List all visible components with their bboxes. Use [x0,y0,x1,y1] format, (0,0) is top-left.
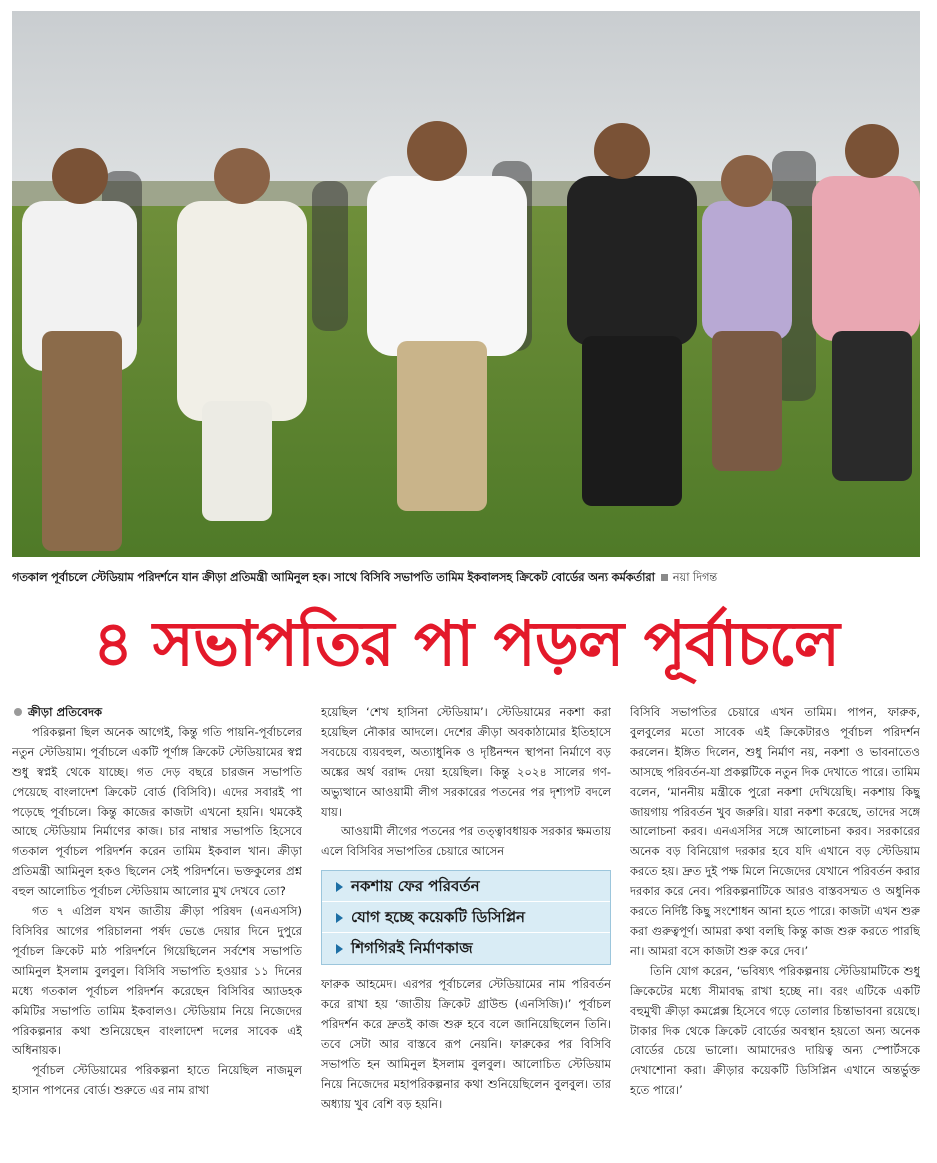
byline [12,703,302,723]
separator-square-icon [661,574,668,581]
news-photo [12,11,920,557]
article-column-2 [321,703,611,1155]
highlights-box [321,870,611,965]
article-column-3 [630,703,920,1155]
bullet-dot-icon [14,708,22,716]
highlight-item: শিগগিরই নির্মাণকাজ [322,933,610,964]
paragraph: পরিকল্পনা ছিল অনেক আগেই, কিন্তু গতি পায়নি-পূর্বাচলের নতুন স্টেডিয়াম। পূর্বাচলে একটি পূর্ণাঙ্গ ক্রিকেট স্টেডিয়ামের স্বপ্ন শুধু স্বপ্নই থেকে যাচ্ছে। গত দেড় বছরে চারজন সভাপতি পেয়েছে বাংলাদেশ ক্রিকেট বোর্ড (বিসিবি)। এদের সবারই পা পড়েছে পূর্বাচলে। কিন্তু কাজের কাজটা এখনো হয়নি। থমকেই আছে স্টেডিয়াম নির্মাণের কাজ। চার নাম্বার সভাপতি হিসেবে গতকাল পূর্বাচল পরিদর্শন করেন তামিম ইকবাল খান। ক্রীড়া প্রতিমন্ত্রী আমিনুল হকও ছিলেন সেই পরিদর্শনে। ভক্তকুলের প্রশ্ন বহুল আলোচিত পূর্বাচল স্টেডিয়াম আলোর মুখ দেখবে তো? [12,724,302,899]
highlight-item: নকশায় ফের পরিবর্তন [322,871,610,902]
article-column-1 [12,703,302,1155]
headline: ৪ সভাপতির পা পড়ল পূর্বাচলে [93,607,839,680]
paragraph: আওয়ামী লীগের পতনের পর তত্ত্বাবধায়ক সরকার ক্ষমতায় এলে বিসিবির সভাপতির চেয়ারে আসেন [321,824,611,859]
caption-text: গতকাল পূর্বাচলে স্টেডিয়াম পরিদর্শনে যান ক্রীড়া প্রতিমন্ত্রী আমিনুল হক। সাথে বিসিবি সভাপতি তামিম ইকবালসহ ক্রিকেট বোর্ডের অন্য কর্মকর্তারা [12,570,655,584]
paragraph: পূর্বাচল স্টেডিয়ামের পরিকল্পনা হাতে নিয়েছিল নাজমুল হাসান পাপনের বোর্ড। শুরুতে এর নাম রাখা [12,1063,302,1098]
byline-text: ক্রীড়া প্রতিবেদক [28,705,103,719]
paragraph: বিসিবি সভাপতির চেয়ারে এখন তামিম। পাপন, ফারুক, বুলবুলের মতো সাবেক এই ক্রিকেটারও পূর্বাচল পরিদর্শন করলেন। ইঙ্গিত দিলেন, শুধু নির্মাণ নয়, নকশা ও ভাবনাতেও আসছে পরিবর্তন-যা প্রকল্পটিকে নতুন দিক দেখাতে পারে। তামিম বলেন, ‘মাননীয় মন্ত্রীকে পুরো নকশা দেখিয়েছি। নকশায় কিছু জায়গায় পরিবর্তন খুব জরুরি। যারা নকশা করেছে, তাদের সঙ্গে আলোচনা করব। এনএসসির সঙ্গে আলোচনা করব। সরকারের অনেক বড় বিনিয়োগ দরকার হবে যদি এখানে বড় স্টেডিয়াম করতে হয়। দ্রুত দুই পক্ষ মিলে নিজেদের যেখানে পরিবর্তন করার দরকার করে নেব। পরিকল্পনাটিকে আরও বাস্তবসম্মত ও অধুনিক করতে নির্দিষ্ট কিছু সংশোধন আনা হতে পারে। কাজটা এখন শুরু করা গুরুত্বপূর্ণ। আমরা কথা বলছি কিন্তু কাজ শুরু করতে পারছি না। আমরা বসে কাজটা শুরু করে দেব।’ [630,705,920,958]
paragraph: ফারুক আহমেদ। এরপর পূর্বাচলের স্টেডিয়ামের নাম পরিবর্তন করে রাখা হয় ‘জাতীয় ক্রিকেট গ্রাউন্ড (এনসিজি)।’ পূর্বাচল পরিদর্শন করে দ্রুতই কাজ শুরু হবে বলে জানিয়েছিলেন তিনি। তবে সেটা আর বাস্তবে রূপ নেয়নি। ফারুকের পর বিসিবি সভাপতি হন আমিনুল ইসলাম বুলবুল। আলোচিত স্টেডিয়াম নিয়ে নিজেদের মহাপরিকল্পনার কথা শুনিয়েছিলেন বুলবুল। তার অধ্যায় খুব বেশি বড় হয়নি। [321,977,611,1111]
paragraph: গত ৭ এপ্রিল যখন জাতীয় ক্রীড়া পরিষদ (এনএসসি) বিসিবির আগের পরিচালনা পর্ষদ ভেঙে দেয়ার দিনে দুপুরে পূর্বাচল ক্রিকেট মাঠ পরিদর্শনে গিয়েছিলেন সর্বশেষ সভাপতি আমিনুল ইসলাম বুলবুল। বিসিবি সভাপতি হওয়ার ১১ দিনের মধ্যে গতকাল পূর্বাচল পরিদর্শন করেছেন বিসিবির অ্যাডহক কমিটির সভাপতি তামিম ইকবালও। স্টেডিয়াম নিয়ে নিজেদের পরিকল্পনার কথা শুনিয়েছেন বাংলাদেশ দলের সাবেক এই অধিনায়ক। [12,904,302,1058]
photo-credit: নয়া দিগন্ত [672,570,718,584]
photo-caption [12,566,920,588]
paragraph: হয়েছিল ‘শেখ হাসিনা স্টেডিয়াম’। স্টেডিয়ামের নকশা করা হয়েছিল নৌকার আদলে। দেশের ক্রীড়া অবকাঠামোর ইতিহাসে সবচেয়ে ব্যয়বহুল, অত্যাধুনিক ও দৃষ্টিনন্দন স্থাপনা নির্মাণে বড় অঙ্কের অর্থ বরাদ্দ দেয়া হয়েছিল। কিন্তু ২০২৪ সালের গণ-অভ্যুত্থানে আওয়ামী লীগ সরকারের পতনের পর দৃশ্যপট বদলে যায়। [321,705,611,819]
news-photo-illustration [12,11,920,557]
paragraph: তিনি যোগ করেন, ‘ভবিষ্যৎ পরিকল্পনায় স্টেডিয়ামটিকে শুধু ক্রিকেটের মধ্যে সীমাবদ্ধ রাখা হচ্ছে না। বরং এটিকে একটি বহুমুখী ক্রীড়া কমপ্লেক্স হিসেবে গড়ে তোলার চিন্তাভাবনা রয়েছে। টাকার দিক থেকে ক্রিকেট বোর্ডের অবস্থান হয়তো অন্য অনেক বোর্ডের চেয়ে ভালো। আমাদেরও দায়িত্ব অন্য স্পোর্টসকে দেখাশোনা করা। ক্রীড়ার কয়েকটি ডিসিপ্লিন এখানে অন্তর্ভুক্ত হতে পারে।’ [630,963,920,1098]
highlight-item: যোগ হচ্ছে কয়েকটি ডিসিপ্লিন [322,902,610,933]
